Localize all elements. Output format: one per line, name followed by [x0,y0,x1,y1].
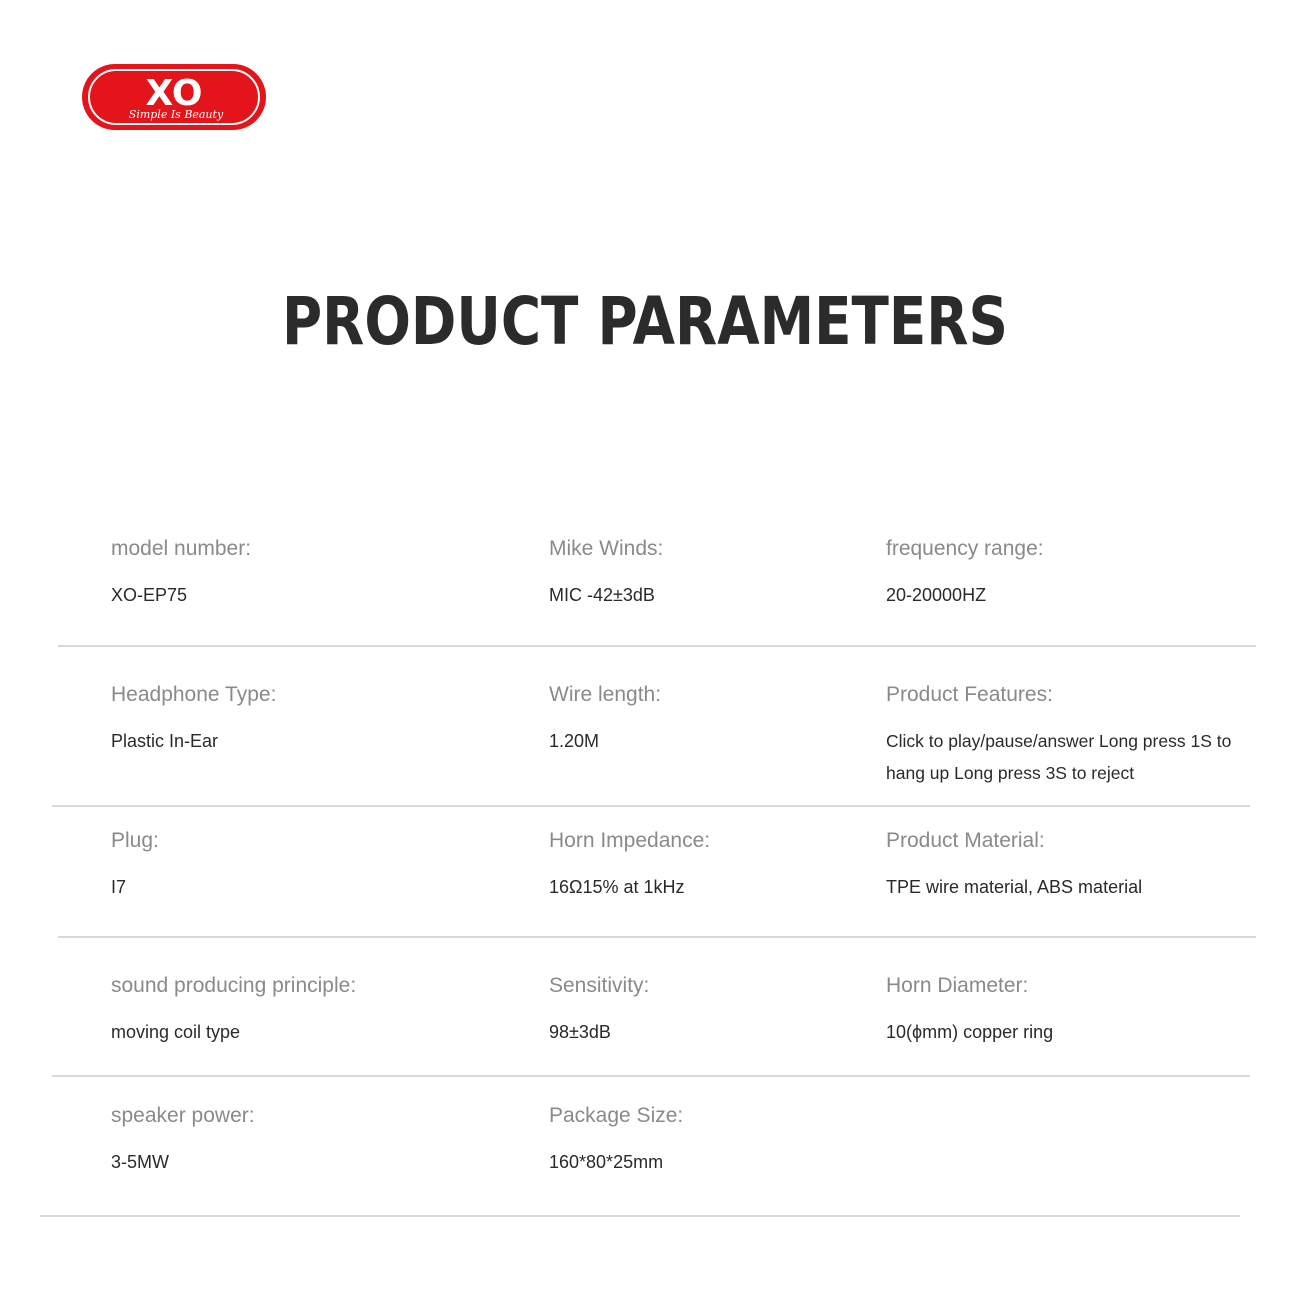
param-label: Headphone Type: [111,683,277,706]
logo-slogan: Simple Is Beauty [128,108,224,121]
param-value: I7 [111,877,127,897]
param-value: 20-20000HZ [886,585,987,605]
param-value: 1.20M [549,731,600,751]
param-label: Horn Impedance: [549,829,711,852]
param-label: frequency range: [886,537,1044,560]
param-label: speaker power: [111,1104,255,1127]
param-label: Package Size: [549,1104,684,1127]
param-value: moving coil type [111,1022,241,1042]
param-label: Sensitivity: [549,974,650,997]
row-divider [52,805,1250,807]
logo-text: XO [145,73,203,114]
param-product-features [886,681,1260,789]
param-value: Click to play/pause/answer Long press 1S to hang up Long press 3S to reject [886,731,1232,783]
param-value: 98±3dB [549,1022,611,1042]
row-divider [52,1075,1250,1077]
param-value: 160*80*25mm [549,1152,664,1172]
param-value: 10(ϕmm) copper ring [886,1022,1054,1042]
xo-logo-icon [80,62,268,132]
param-value: 3-5MW [111,1152,169,1172]
param-label: Mike Winds: [549,537,664,560]
param-frequency-range [886,535,1266,611]
param-value: 16Ω15% at 1kHz [549,877,685,897]
page-title: PRODUCT PARAMETERS [282,283,1008,360]
row-divider [40,1215,1240,1217]
param-label: sound producing principle: [111,974,357,997]
param-package-size [549,1102,969,1178]
brand-logo [80,62,268,132]
param-speaker-power [111,1102,531,1178]
param-plug [111,827,531,903]
param-product-material [886,827,1266,903]
param-horn-diameter [886,972,1266,1048]
param-value: MIC -42±3dB [549,585,655,605]
param-headphone-type [111,681,531,757]
param-label: Product Material: [886,829,1045,852]
param-value: Plastic In-Ear [111,731,219,751]
param-value: XO-EP75 [111,585,188,605]
param-label: Horn Diameter: [886,974,1029,997]
param-sound-principle [111,972,531,1048]
param-model-number [111,535,531,611]
row-divider [58,645,1256,647]
param-label: Product Features: [886,683,1053,706]
param-value: TPE wire material, ABS material [886,877,1143,897]
row-divider [58,936,1256,938]
param-label: model number: [111,537,252,560]
param-label: Wire length: [549,683,662,706]
param-label: Plug: [111,829,159,852]
